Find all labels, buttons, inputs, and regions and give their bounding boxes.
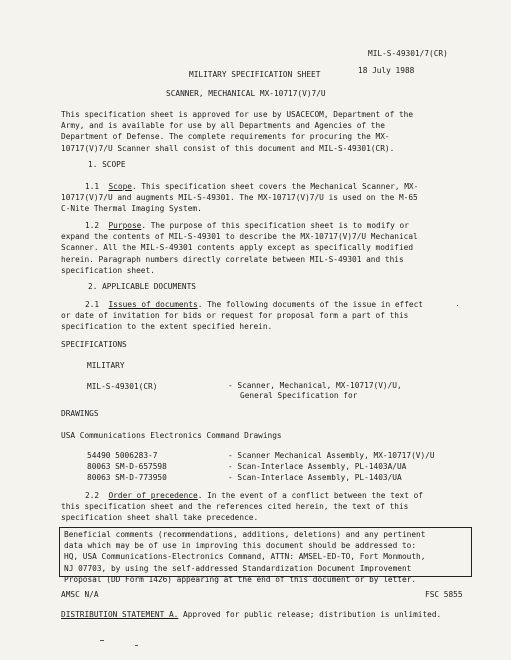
intro-line: Army, and is available for use by all Departments and Agencies of the (61, 121, 385, 131)
paragraph-number: 2.2 (85, 491, 100, 500)
paragraph-title: Issues of documents (108, 300, 198, 309)
paragraph-line: expand the contents of MIL-S-49301 to describe the MX-10717(V)7/U Mechanical (61, 232, 418, 242)
paragraph-line: Scanner. All the MIL-S-49301 contents apply except as specifically modified (61, 243, 414, 253)
intro-line: 10717(V)7/U Scanner shall consist of this document and MIL-S-49301(CR). (61, 143, 395, 153)
drawing-description: - Scan-Interlace Assembly, PL-1403A/UA (228, 462, 407, 471)
scan-speck (457, 305, 458, 306)
document-date: 18 July 1988 (358, 66, 415, 75)
paragraph-line: specification sheet shall take precedence. (61, 513, 259, 523)
paragraph-number: 1.2 (85, 221, 100, 230)
paragraph-2-2 (61, 490, 423, 524)
comments-line: data which may be of use in improving this document should be addressed to: (64, 541, 417, 551)
paragraph-line: . This specification sheet covers the Mechanical Scanner, MX- (131, 182, 419, 191)
distribution-text: Approved for public release; distribution is unlimited. (178, 610, 442, 619)
comments-line: Proposal (DD Form 1426) appearing at the end of this document or by letter. (64, 574, 417, 584)
drawing-id: 80063 SM-D-773950 (87, 473, 167, 482)
drawing-description: - Scanner Mechanical Assembly, MX-10717(V)/U (228, 451, 435, 460)
drawing-id: 54490 5006283-7 (87, 451, 158, 460)
intro-line: This specification sheet is approved for use by USACECOM, Department of the (61, 110, 414, 119)
section-1-heading: 1. SCOPE (88, 160, 126, 169)
paragraph-number: 1.1 (85, 182, 100, 191)
fsc-code: FSC 5855 (425, 590, 463, 599)
sheet-type-heading: MILITARY SPECIFICATION SHEET (189, 70, 321, 79)
specifications-label: SPECIFICATIONS (61, 340, 127, 349)
paragraph-title: Scope (108, 182, 132, 191)
paragraph-line: herein. Paragraph numbers directly correlate between MIL-S-49301 and this (61, 254, 404, 264)
drawing-description: - Scan-Interlace Assembly, PL-1403/UA (228, 473, 402, 482)
paragraph-line: or date of invitation for bids or request for proposal form a part of this (61, 311, 409, 321)
intro-line: Department of Defense. The complete requirements for procuring the MX- (61, 132, 390, 142)
drawing-id: 80063 SM-D-657598 (87, 462, 167, 471)
paragraph-line: specification to the extent specified herein. (61, 322, 273, 332)
intro-paragraph (61, 109, 413, 154)
paragraph-line: . In the event of a conflict between the text of (197, 491, 424, 500)
paragraph-number: 2.1 (85, 300, 100, 309)
distribution-label: DISTRIBUTION STATEMENT A. (61, 610, 179, 619)
comments-line: Beneficial comments (recommendations, additions, deletions) and any pertinent (64, 530, 426, 539)
spec-reference-description: General Specification for (240, 391, 358, 400)
paragraph-line: 10717(V)7/U and augments MIL-S-49301. The MX-10717(V)7/U is used on the M-65 (61, 193, 418, 203)
comments-box (59, 527, 472, 584)
scan-speck (135, 645, 138, 646)
paragraph-1-2 (61, 220, 418, 276)
drawings-label: DRAWINGS (61, 409, 99, 418)
document-number: MIL-S-49301/7(CR) (368, 49, 448, 58)
paragraph-1-1 (61, 181, 418, 215)
paragraph-line: . The purpose of this specification sheet is to modify or (141, 221, 409, 230)
comments-line: NJ 07703, by using the self-addressed Standardization Document Improvement (64, 563, 412, 573)
spec-reference-id: MIL-S-49301(CR) (87, 382, 158, 391)
drawings-organization: USA Communications Electronics Command Drawings (61, 431, 282, 440)
section-2-heading: 2. APPLICABLE DOCUMENTS (88, 282, 196, 291)
scan-speck (100, 640, 104, 641)
paragraph-title: Purpose (108, 221, 142, 230)
spec-reference-description: - Scanner, Mechanical, MX-10717(V)/U, (228, 381, 402, 390)
paragraph-line: C-Nite Thermal Imaging System. (61, 204, 202, 214)
paragraph-2-1 (61, 299, 423, 333)
amsc-code: AMSC N/A (61, 590, 99, 599)
military-label: MILITARY (87, 361, 125, 370)
distribution-statement (61, 609, 441, 620)
paragraph-line: . The following documents of the issue in effect (197, 300, 424, 309)
paragraph-title: Order of precedence (108, 491, 198, 500)
paragraph-line: specification sheet. (61, 265, 155, 275)
document-title: SCANNER, MECHANICAL MX-10717(V)7/U (166, 89, 326, 98)
paragraph-line: this specification sheet and the references cited herein, the text of this (61, 502, 409, 512)
comments-line: HQ, USA Communications-Electronics Command, ATTN: AMSEL-ED-TO, Fort Monmouth, (64, 552, 426, 562)
